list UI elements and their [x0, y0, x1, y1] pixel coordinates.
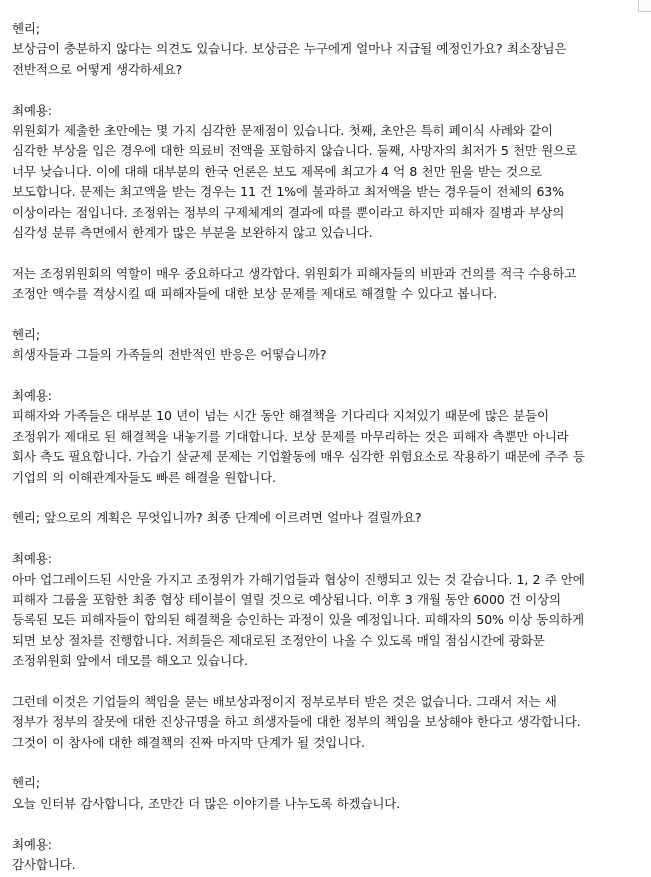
transcript-block	[12, 835, 641, 876]
transcript-line: 정부가 정부의 잘못에 대한 진상규명을 하고 희생자들에 대한 정부의 책임을 보상해야 한다고 생각합니다.	[12, 714, 581, 730]
transcript-line: 위원회가 제출한 초안에는 몇 가지 심각한 문제점이 있습니다. 첫째, 초안은 특히 폐이식 사례와 같이	[12, 122, 553, 138]
speaker-label: 헨리;	[12, 326, 40, 342]
paragraph-gap	[12, 753, 641, 773]
transcript-line: 회사 측도 필요합니다. 가습기 살균제 문제는 기업활동에 매우 심각한 위험요소로 작용하기 때문에 주주 등	[12, 449, 585, 465]
speaker-label: 최예용:	[12, 102, 52, 118]
paragraph-gap	[12, 304, 641, 324]
paragraph-gap	[12, 672, 641, 692]
transcript-line: 전반적으로 어떻게 생각하세요?	[12, 61, 183, 77]
paragraph-gap	[12, 243, 641, 263]
transcript-line: 그것이 이 참사에 대한 해결책의 진짜 마지막 단계가 될 것입니다.	[12, 734, 365, 750]
transcript-block	[12, 549, 641, 671]
transcript-line: 보상금이 충분하지 않다는 의견도 있습니다. 보상금은 누구에게 얼마나 지급될 예정인가요? 최소장님은	[12, 41, 567, 57]
paragraph-gap	[12, 814, 641, 834]
transcript-block	[12, 692, 641, 753]
speaker-label: 헨리;	[12, 21, 40, 36]
paragraph-gap	[12, 529, 641, 549]
transcript-line: 조정위원회 앞에서 데모를 해오고 있습니다.	[12, 653, 248, 669]
paragraph-gap	[12, 80, 641, 100]
transcript-line: 오늘 인터뷰 감사합니다, 조만간 더 많은 이야기를 나누도록 하겠습니다.	[12, 795, 401, 811]
paragraph-gap	[12, 366, 641, 386]
transcript-line: 희생자들과 그들의 가족들의 전반적인 반응은 어떻습니까?	[12, 347, 327, 363]
transcript-line: 심각한 부상을 입은 경우에 대한 의료비 전액을 포함하지 않습니다. 둘째, 사망자의 최저가 5 천만 원으로	[12, 143, 577, 159]
speaker-label: 최예용:	[12, 836, 52, 852]
transcript-block	[12, 264, 641, 305]
transcript-line: 기업의 의 이해관계자들도 빠른 해결을 원합니다.	[12, 469, 276, 485]
transcript-line: 되면 보상 절차를 진행합니다. 저희들은 제대로된 조정안이 나올 수 있도록 매일 점심시간에 광화문	[12, 632, 545, 648]
transcript-line: 헨리; 앞으로의 계획은 무엇입니까? 최종 단계에 이르려면 얼마나 걸릴까요?	[12, 510, 422, 526]
transcript-line: 조정안 액수를 격상시킬 때 피해자들에 대한 보상 문제를 제대로 해결할 수 있다고 봅니다.	[12, 286, 498, 302]
transcript-block	[12, 508, 641, 528]
transcript-block	[12, 19, 641, 80]
transcript-line: 심각성 분류 측면에서 한계가 많은 부분을 보완하지 않고 있습니다.	[12, 224, 373, 240]
paragraph-gap	[12, 488, 641, 508]
transcript-line: 저는 조정위원회의 역할이 매우 중요하다고 생각합다. 위원회가 피해자들의 비판과 건의를 적극 수용하고	[12, 265, 577, 281]
transcript-line: 보도합니다. 문제는 최고액을 받는 경우는 11 건 1%에 불과하고 최저액을 받는 경우들이 전체의 63%	[12, 184, 564, 200]
transcript-block	[12, 773, 641, 814]
speaker-label: 헨리;	[12, 775, 40, 791]
transcript-line: 감사합니다.	[12, 857, 76, 873]
transcript-line: 너무 낮습니다. 이에 대해 대부분의 한국 언론은 보도 제목에 최고가 4 억 8 천만 원을 받는 것으로	[12, 163, 542, 179]
page-corner-marker	[638, 0, 651, 12]
interview-transcript	[12, 19, 641, 875]
transcript-block	[12, 325, 641, 366]
speaker-label: 최예용:	[12, 551, 52, 567]
transcript-line: 이상이라는 점입니다. 조정위는 정부의 구제체계의 결과에 따를 뿐이라고 하지만 피해자 질병과 부상의	[12, 204, 565, 220]
transcript-line: 등록된 모든 피해자들이 합의된 해결책을 승인하는 과정이 있을 예정입니다. 피해자의 50% 이상 동의하게	[12, 612, 584, 628]
transcript-line: 아마 업그레이드된 시안을 가지고 조정위가 가해기업들과 협상이 진행되고 있는 것 같습니다. 1, 2 주 안에	[12, 571, 585, 587]
transcript-line: 피해자 그룹을 포함한 최종 협상 테이블이 열릴 것으로 예상됩니다. 이후 3 개월 동안 6000 건 이상의	[12, 591, 561, 607]
transcript-line: 그런데 이것은 기업들의 책임을 묻는 배보상과정이지 정부로부터 받은 것은 없습니다. 그래서 저는 새	[12, 693, 557, 709]
transcript-block	[12, 101, 641, 244]
transcript-block	[12, 386, 641, 488]
speaker-label: 최예용:	[12, 388, 52, 404]
transcript-line: 피해자와 가족들은 대부분 10 년이 넘는 시간 동안 해결책을 기다리다 지쳐있기 때문에 많은 분들이	[12, 408, 549, 424]
transcript-line: 조정위가 제대로 된 해결책을 내놓기를 기대합니다. 보상 문제를 마무리하는 것은 피해자 측뿐만 아니라	[12, 428, 569, 444]
